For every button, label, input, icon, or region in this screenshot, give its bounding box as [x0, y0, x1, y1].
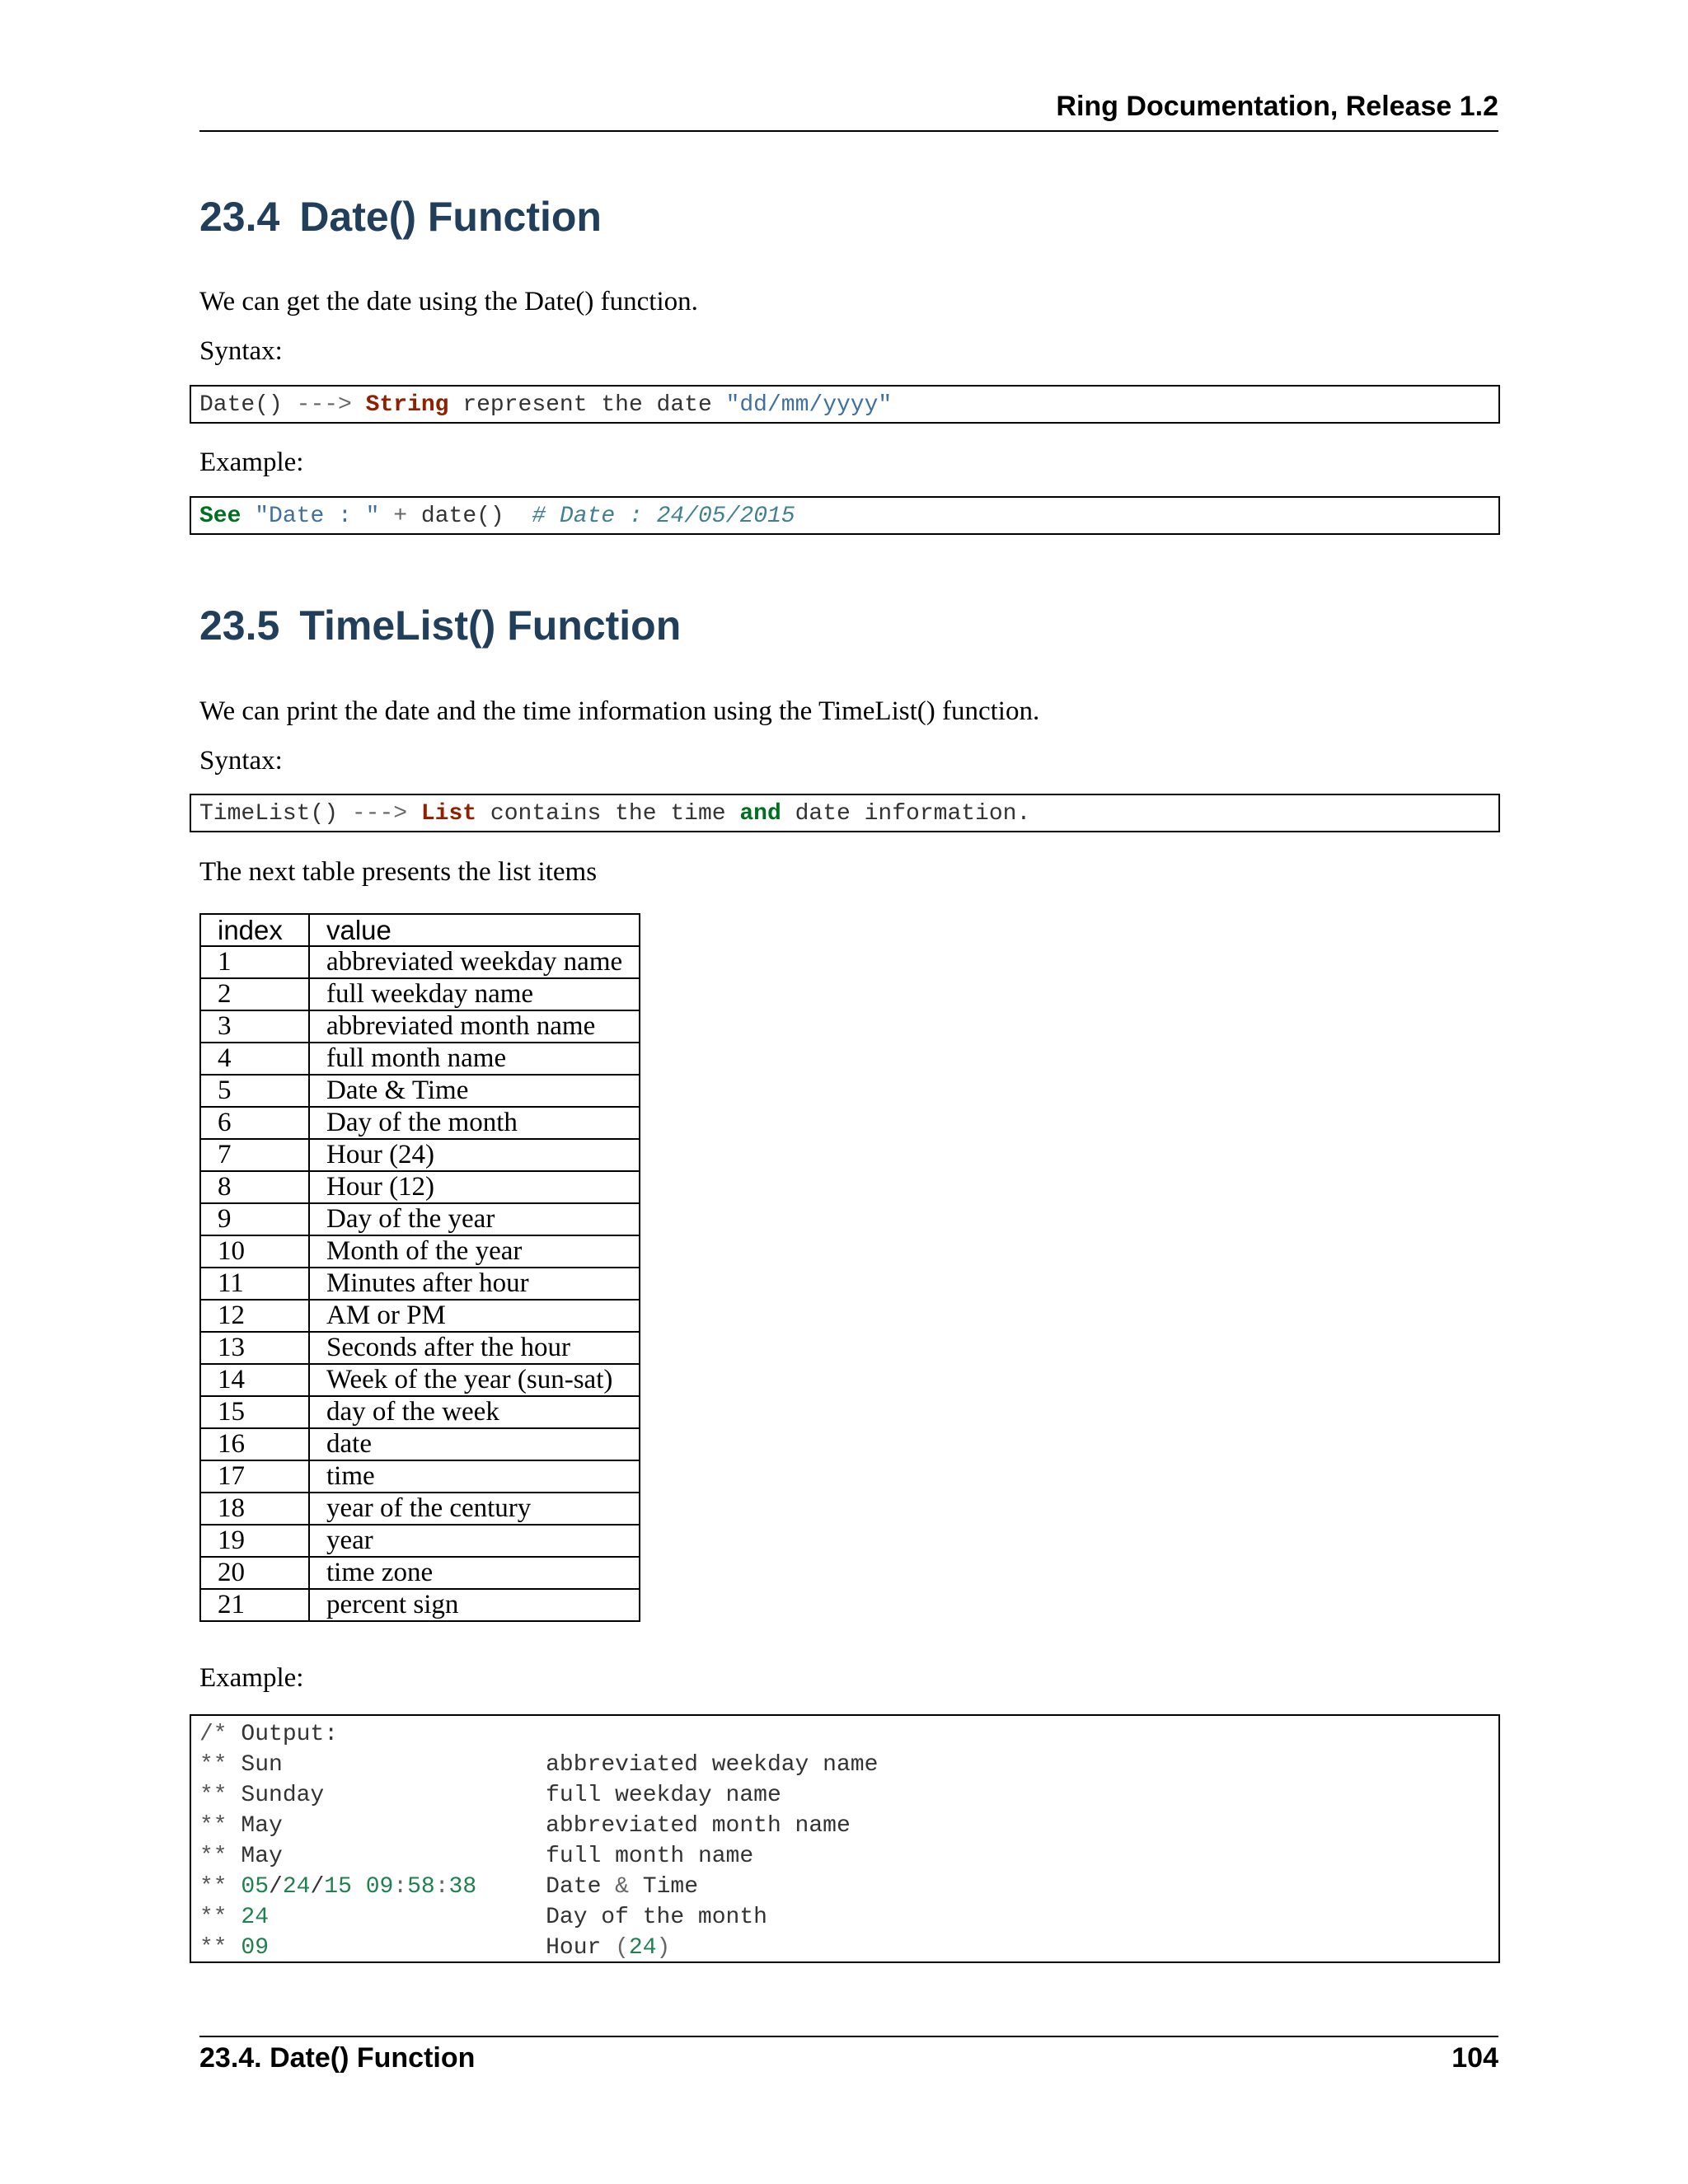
- date-example-label: Example:: [199, 448, 304, 477]
- table-row: [200, 1268, 640, 1300]
- cell-value: full month name: [309, 1043, 640, 1075]
- section-heading-date: [199, 193, 602, 241]
- cell-index: 12: [200, 1300, 309, 1332]
- table-row: [200, 1332, 640, 1364]
- output-line: **: [199, 1874, 227, 1900]
- output-line: **: [199, 1752, 227, 1778]
- date-example-code-block: See "Date : " + date() # Date : 24/05/2015: [190, 496, 1500, 535]
- footer-rule: [199, 2036, 1498, 2037]
- cell-value: full weekday name: [309, 978, 640, 1010]
- table-row: [200, 1075, 640, 1107]
- cell-index: 8: [200, 1171, 309, 1203]
- table-row: [200, 1171, 640, 1203]
- cell-index: 3: [200, 1010, 309, 1043]
- timelist-intro-text: We can print the date and the time information using the TimeList() function.: [199, 696, 1040, 726]
- cell-index: 10: [200, 1235, 309, 1268]
- table-row: [200, 1010, 640, 1043]
- table-row: [200, 1139, 640, 1171]
- cell-value: Week of the year (sun-sat): [309, 1364, 640, 1396]
- column-header-index: index: [200, 914, 309, 946]
- section-number: 23.5: [199, 602, 280, 649]
- output-left: 05/24/15 09:58:38: [241, 1874, 477, 1900]
- cell-index: 14: [200, 1364, 309, 1396]
- cell-value: time zone: [309, 1557, 640, 1589]
- timelist-example-code-block: /* Output: ** Sun abbreviated weekday name ** Sunday full weekday name ** May abbreviated month name ** May full month name ** 05/24/15 09:58:38 Date & Time ** 24 Day of the month ** 09 Hour (24): [190, 1714, 1500, 1963]
- output-right: Hour (24): [546, 1935, 671, 1961]
- output-line: **: [199, 1783, 227, 1808]
- cell-index: 7: [200, 1139, 309, 1171]
- table-row: [200, 978, 640, 1010]
- output-left: May: [241, 1813, 283, 1839]
- table-intro-text: The next table presents the list items: [199, 857, 598, 887]
- cell-index: 6: [200, 1107, 309, 1139]
- cell-value: year of the century: [309, 1493, 640, 1525]
- output-left: May: [241, 1844, 283, 1869]
- cell-value: AM or PM: [309, 1300, 640, 1332]
- section-number: 23.4: [199, 194, 280, 240]
- table-row: [200, 1589, 640, 1621]
- cell-value: year: [309, 1525, 640, 1557]
- output-left: Sun: [241, 1752, 283, 1778]
- cell-index: 21: [200, 1589, 309, 1621]
- cell-index: 17: [200, 1460, 309, 1493]
- timelist-syntax-code-block: TimeList() ---> List contains the time and date information.: [190, 794, 1500, 832]
- cell-value: day of the week: [309, 1396, 640, 1428]
- cell-value: time: [309, 1460, 640, 1493]
- table-row: [200, 1557, 640, 1589]
- output-line: **: [199, 1905, 227, 1930]
- output-right: Date & Time: [546, 1874, 698, 1900]
- output-right: abbreviated month name: [546, 1813, 851, 1839]
- cell-index: 15: [200, 1396, 309, 1428]
- output-line: **: [199, 1935, 227, 1961]
- table-row: [200, 1235, 640, 1268]
- table-header-row: [200, 914, 640, 946]
- cell-index: 16: [200, 1428, 309, 1460]
- table-row: [200, 1043, 640, 1075]
- table-row: [200, 1525, 640, 1557]
- cell-index: 4: [200, 1043, 309, 1075]
- cell-index: 9: [200, 1203, 309, 1235]
- running-header: Ring Documentation, Release 1.2: [1056, 91, 1498, 122]
- cell-value: Minutes after hour: [309, 1268, 640, 1300]
- cell-value: Hour (24): [309, 1139, 640, 1171]
- table-row: [200, 1203, 640, 1235]
- cell-index: 11: [200, 1268, 309, 1300]
- timelist-items-table: [199, 913, 640, 1622]
- column-header-value: value: [309, 914, 640, 946]
- footer-section-title: 23.4. Date() Function: [199, 2042, 476, 2074]
- table-row: [200, 1300, 640, 1332]
- section-heading-timelist: [199, 602, 681, 649]
- section-title: Date() Function: [299, 194, 602, 240]
- cell-value: abbreviated weekday name: [309, 946, 640, 978]
- table-row: [200, 946, 640, 978]
- cell-index: 2: [200, 978, 309, 1010]
- cell-value: Day of the year: [309, 1203, 640, 1235]
- timelist-syntax-label: Syntax:: [199, 746, 283, 776]
- page-number: 104: [1451, 2042, 1498, 2074]
- date-syntax-label: Syntax:: [199, 336, 283, 366]
- output-right: full weekday name: [546, 1783, 781, 1808]
- cell-index: 1: [200, 946, 309, 978]
- table-row: [200, 1107, 640, 1139]
- cell-value: date: [309, 1428, 640, 1460]
- cell-value: percent sign: [309, 1589, 640, 1621]
- output-right: Day of the month: [546, 1905, 767, 1930]
- cell-value: Date & Time: [309, 1075, 640, 1107]
- output-right: full month name: [546, 1844, 754, 1869]
- table-row: [200, 1493, 640, 1525]
- output-left: Sunday: [241, 1783, 325, 1808]
- cell-index: 19: [200, 1525, 309, 1557]
- output-line: **: [199, 1813, 227, 1839]
- table-row: [200, 1396, 640, 1428]
- cell-value: Day of the month: [309, 1107, 640, 1139]
- cell-value: abbreviated month name: [309, 1010, 640, 1043]
- date-syntax-code-block: Date() ---> String represent the date "dd/mm/yyyy": [190, 385, 1500, 424]
- table-row: [200, 1460, 640, 1493]
- output-right: abbreviated weekday name: [546, 1752, 879, 1778]
- cell-index: 5: [200, 1075, 309, 1107]
- timelist-example-label: Example:: [199, 1663, 304, 1693]
- section-title: TimeList() Function: [299, 602, 682, 649]
- date-intro-text: We can get the date using the Date() function.: [199, 287, 698, 316]
- table-body: [200, 946, 640, 1621]
- cell-index: 18: [200, 1493, 309, 1525]
- cell-value: Seconds after the hour: [309, 1332, 640, 1364]
- table-row: [200, 1428, 640, 1460]
- cell-value: Month of the year: [309, 1235, 640, 1268]
- header-rule: [199, 130, 1498, 132]
- output-line: **: [199, 1844, 227, 1869]
- cell-index: 20: [200, 1557, 309, 1589]
- output-left: 09: [241, 1935, 270, 1961]
- cell-index: 13: [200, 1332, 309, 1364]
- cell-value: Hour (12): [309, 1171, 640, 1203]
- output-left: 24: [241, 1905, 270, 1930]
- table-row: [200, 1364, 640, 1396]
